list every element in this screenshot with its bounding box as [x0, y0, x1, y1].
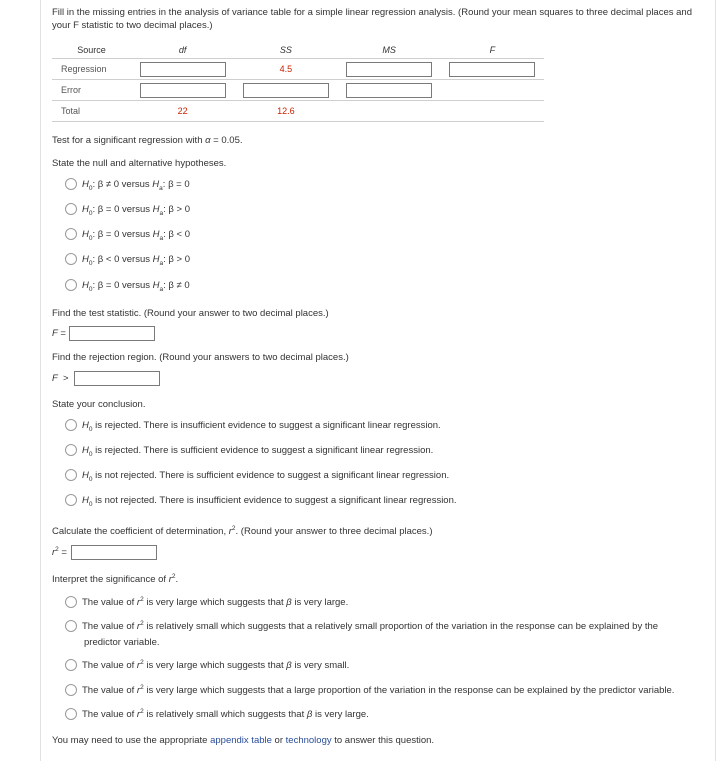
radio-button[interactable] — [65, 178, 77, 190]
interpret-option[interactable]: The value of $r^2$ is very large which suggests that a large proportion of the variation in the response can be explained by the predictor variable. — [65, 684, 674, 698]
row-regression — [52, 59, 544, 80]
radio-button[interactable] — [65, 596, 77, 608]
radio-button[interactable] — [65, 253, 77, 265]
error-ms-input[interactable] — [346, 83, 432, 98]
row-total — [52, 101, 544, 122]
radio-button[interactable] — [65, 279, 77, 291]
footer-note: You may need to use the appropriate appendix table or technology to answer this question. — [52, 735, 435, 746]
interpret-option[interactable]: The value of $r^2$ is very large which suggests that β is very large. — [65, 596, 348, 610]
interpret-prompt: Interpret the significance of $r^2$. — [52, 573, 179, 585]
r2-input[interactable] — [71, 545, 157, 560]
error-ss-input[interactable] — [243, 83, 329, 98]
total-label: Total — [52, 101, 131, 122]
radio-button[interactable] — [65, 684, 77, 696]
regression-f-input[interactable] — [449, 62, 535, 77]
radio-button[interactable] — [65, 494, 77, 506]
stat-prompt: Find the test statistic. (Round your answer to two decimal places.) — [52, 308, 329, 319]
radio-button[interactable] — [65, 659, 77, 671]
error-df-input[interactable] — [140, 83, 226, 98]
header-source: Source — [52, 42, 131, 59]
hypotheses-prompt: State the null and alternative hypotheses. — [52, 158, 227, 169]
r2-row — [52, 545, 157, 560]
radio-button[interactable] — [65, 620, 77, 632]
radio-button[interactable] — [65, 228, 77, 240]
f-stat-input[interactable] — [69, 326, 155, 341]
hypothesis-option[interactable]: $H_0$: β = 0 versus $H_a$: β < 0 — [65, 228, 190, 242]
total-ss: 12.6 — [234, 101, 337, 122]
anova-table — [52, 42, 544, 122]
header-f: F — [441, 42, 544, 59]
radio-button[interactable] — [65, 469, 77, 481]
f-gt-label: F > — [52, 373, 69, 385]
rejection-input[interactable] — [74, 371, 160, 386]
interpret-option-line2: predictor variable. — [84, 637, 160, 648]
radio-button[interactable] — [65, 419, 77, 431]
regression-label: Regression — [52, 59, 131, 80]
r2-label: $r^2$ = — [52, 546, 67, 559]
r2-prompt: Calculate the coefficient of determination, $r^2$. (Round your answer to three decimal places.) — [52, 525, 433, 537]
header-df: df — [131, 42, 234, 59]
radio-button[interactable] — [65, 708, 77, 720]
hypothesis-option[interactable]: $H_0$: β < 0 versus $H_a$: β > 0 — [65, 253, 190, 267]
rejection-row — [52, 371, 160, 386]
header-ss: SS — [234, 42, 337, 59]
f-label: F = — [52, 328, 66, 340]
regression-ms-input[interactable] — [346, 62, 432, 77]
hypothesis-option[interactable]: $H_0$: β = 0 versus $H_a$: β > 0 — [65, 203, 190, 217]
technology-link[interactable]: technology — [285, 735, 332, 746]
interpret-option[interactable]: The value of $r^2$ is very large which suggests that β is very small. — [65, 659, 349, 673]
total-df: 22 — [131, 101, 234, 122]
interpret-option[interactable]: The value of $r^2$ is relatively small which suggests that β is very large. — [65, 708, 369, 722]
hypothesis-option[interactable]: $H_0$: β ≠ 0 versus $H_a$: β = 0 — [65, 178, 190, 192]
radio-button[interactable] — [65, 444, 77, 456]
error-label: Error — [52, 80, 131, 101]
radio-button[interactable] — [65, 203, 77, 215]
intro-text: Fill in the missing entries in the analysis of variance table for a simple linear regression analysis. (Round your mean squares to three decimal places and your F statistic to two decimal places.) — [52, 7, 692, 31]
test-text: Test for a significant regression with α = 0.05. — [52, 135, 243, 146]
rejection-prompt: Find the rejection region. (Round your answers to two decimal places.) — [52, 352, 349, 363]
appendix-table-link[interactable]: appendix table — [210, 735, 272, 746]
interpret-option[interactable]: The value of $r^2$ is relatively small which suggests that a relatively small proportion of the variation in the response can be explained by the — [65, 620, 658, 634]
f-stat-row — [52, 326, 155, 341]
regression-df-input[interactable] — [140, 62, 226, 77]
header-ms: MS — [338, 42, 441, 59]
conclusion-option[interactable]: $H_0$ is rejected. There is insufficient evidence to suggest a significant linear regression. — [65, 419, 441, 433]
conclusion-option[interactable]: $H_0$ is rejected. There is sufficient evidence to suggest a significant linear regression. — [65, 444, 433, 458]
conclusion-prompt: State your conclusion. — [52, 399, 146, 410]
conclusion-option[interactable]: $H_0$ is not rejected. There is insufficient evidence to suggest a significant linear regression. — [65, 494, 457, 508]
row-error — [52, 80, 544, 101]
conclusion-option[interactable]: $H_0$ is not rejected. There is sufficient evidence to suggest a significant linear regression. — [65, 469, 449, 483]
regression-ss: 4.5 — [234, 59, 337, 80]
hypothesis-option[interactable]: $H_0$: β = 0 versus $H_a$: β ≠ 0 — [65, 279, 190, 293]
